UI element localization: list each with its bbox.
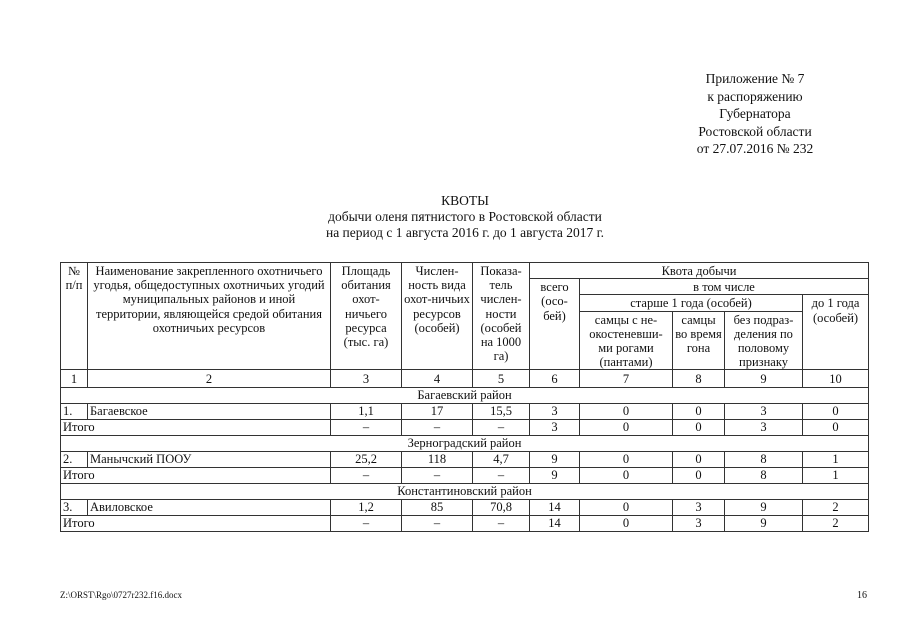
column-number: 6 xyxy=(530,370,580,387)
row-c7: 0 xyxy=(580,451,673,467)
row-area: 1,1 xyxy=(331,403,402,419)
district-row xyxy=(61,483,869,499)
header-num: № п/п xyxy=(61,263,88,370)
document-title xyxy=(60,193,870,241)
total-count: – xyxy=(402,515,473,531)
row-density: 4,7 xyxy=(473,451,530,467)
total-c7: 0 xyxy=(580,419,673,435)
total-total: 14 xyxy=(530,515,580,531)
row-c9: 9 xyxy=(725,499,803,515)
total-count: – xyxy=(402,467,473,483)
header-density: Показа-тель числен-ности (особей на 1000 га) xyxy=(473,263,530,370)
row-c8: 0 xyxy=(673,403,725,419)
row-name: Багаевское xyxy=(88,403,331,419)
total-area: – xyxy=(331,515,402,531)
row-c9: 3 xyxy=(725,403,803,419)
total-c10: 0 xyxy=(803,419,869,435)
column-number: 9 xyxy=(725,370,803,387)
column-number: 4 xyxy=(402,370,473,387)
appendix-line: Ростовской области xyxy=(698,123,812,139)
total-density: – xyxy=(473,467,530,483)
header-count: Числен-ность вида охот-ничьих ресурсов (особей) xyxy=(402,263,473,370)
appendix-line: Приложение № 7 xyxy=(705,71,805,86)
district-name: Константиновский район xyxy=(61,483,869,499)
total-c9: 8 xyxy=(725,467,803,483)
total-count: – xyxy=(402,419,473,435)
total-c8: 0 xyxy=(673,467,725,483)
row-c10: 0 xyxy=(803,403,869,419)
row-c8: 3 xyxy=(673,499,725,515)
row-c8: 0 xyxy=(673,451,725,467)
header-quota: Квота добычи xyxy=(530,263,869,279)
footer-page-number: 16 xyxy=(857,590,867,601)
total-c9: 9 xyxy=(725,515,803,531)
total-c8: 0 xyxy=(673,419,725,435)
header-name: Наименование закрепленного охотничьего угодья, общедоступных охотничьих угодий муниципальных районов и иной территории, являющейся средой обитания охотничьих ресурсов xyxy=(88,263,331,370)
total-c10: 1 xyxy=(803,467,869,483)
row-total: 3 xyxy=(530,403,580,419)
total-density: – xyxy=(473,515,530,531)
column-number: 8 xyxy=(673,370,725,387)
column-number-row xyxy=(61,370,869,387)
column-number: 7 xyxy=(580,370,673,387)
appendix-block xyxy=(640,70,870,158)
title-subline: добычи оленя пятнистого в Ростовской области xyxy=(328,209,602,224)
row-c7: 0 xyxy=(580,403,673,419)
row-count: 85 xyxy=(402,499,473,515)
total-c9: 3 xyxy=(725,419,803,435)
table-row xyxy=(61,499,869,515)
header-including: в том числе xyxy=(580,279,869,295)
row-num: 2. xyxy=(61,451,88,467)
title-heading: КВОТЫ xyxy=(441,193,489,208)
total-c10: 2 xyxy=(803,515,869,531)
total-area: – xyxy=(331,467,402,483)
total-row xyxy=(61,419,869,435)
row-count: 17 xyxy=(402,403,473,419)
total-total: 9 xyxy=(530,467,580,483)
row-total: 9 xyxy=(530,451,580,467)
row-c10: 2 xyxy=(803,499,869,515)
total-label: Итого xyxy=(61,467,331,483)
header-older: старше 1 года (особей) xyxy=(580,295,803,311)
total-c7: 0 xyxy=(580,467,673,483)
row-area: 25,2 xyxy=(331,451,402,467)
header-total: всего (осо-бей) xyxy=(530,279,580,370)
row-c9: 8 xyxy=(725,451,803,467)
column-number: 2 xyxy=(88,370,331,387)
district-row xyxy=(61,435,869,451)
total-density: – xyxy=(473,419,530,435)
quota-table xyxy=(60,262,869,532)
footer-file-path: Z:\ORST\Rgo\0727r232.f16.docx xyxy=(60,590,182,600)
row-c7: 0 xyxy=(580,499,673,515)
district-name: Зерноградский район xyxy=(61,435,869,451)
column-number: 3 xyxy=(331,370,402,387)
total-row xyxy=(61,467,869,483)
row-name: Манычский ПООУ xyxy=(88,451,331,467)
row-density: 15,5 xyxy=(473,403,530,419)
row-count: 118 xyxy=(402,451,473,467)
column-number: 10 xyxy=(803,370,869,387)
total-row xyxy=(61,515,869,531)
column-number: 1 xyxy=(61,370,88,387)
header-males-rut: самцы во время гона xyxy=(673,311,725,370)
row-num: 1. xyxy=(61,403,88,419)
appendix-line: Губернатора xyxy=(719,106,791,121)
district-row xyxy=(61,387,869,403)
row-c10: 1 xyxy=(803,451,869,467)
title-subline: на период с 1 августа 2016 г. до 1 августа 2017 г. xyxy=(325,225,605,240)
table-row xyxy=(61,403,869,419)
column-number: 5 xyxy=(473,370,530,387)
total-total: 3 xyxy=(530,419,580,435)
header-young: до 1 года (особей) xyxy=(803,295,869,370)
row-num: 3. xyxy=(61,499,88,515)
table-row xyxy=(61,451,869,467)
header-row xyxy=(61,263,869,279)
total-area: – xyxy=(331,419,402,435)
district-name: Багаевский район xyxy=(61,387,869,403)
total-c7: 0 xyxy=(580,515,673,531)
header-no-sex: без подраз-деления по половому признаку xyxy=(725,311,803,370)
appendix-line: от 27.07.2016 № 232 xyxy=(696,141,814,156)
row-density: 70,8 xyxy=(473,499,530,515)
total-label: Итого xyxy=(61,419,331,435)
row-total: 14 xyxy=(530,499,580,515)
total-c8: 3 xyxy=(673,515,725,531)
appendix-line: к распоряжению xyxy=(707,88,803,104)
row-area: 1,2 xyxy=(331,499,402,515)
row-name: Авиловское xyxy=(88,499,331,515)
total-label: Итого xyxy=(61,515,331,531)
header-males-antlers: самцы с не-окостеневши-ми рогами (пантами) xyxy=(580,311,673,370)
header-area: Площадь обитания охот-ничьего ресурса (тыс. га) xyxy=(331,263,402,370)
